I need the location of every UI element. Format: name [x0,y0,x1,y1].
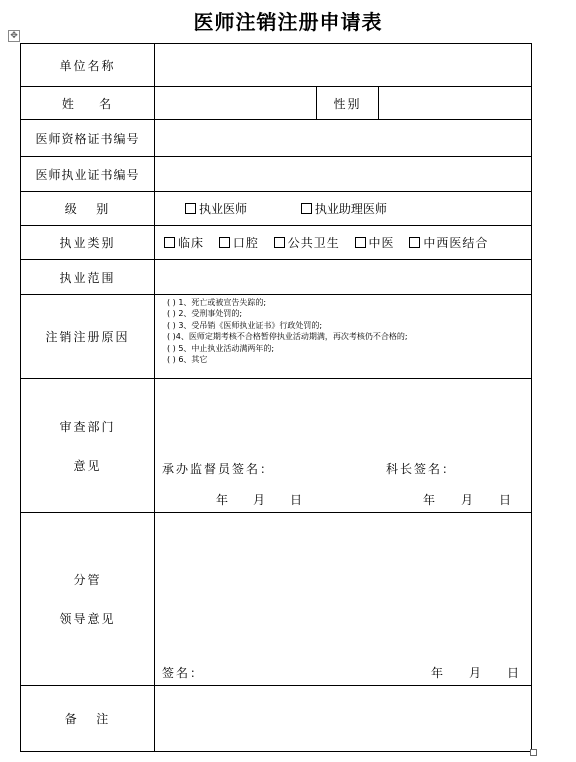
checkbox-icon[interactable] [274,237,285,248]
row-remarks [21,686,532,752]
name-label: 姓 名 [21,87,155,120]
row-leader-opinion [21,513,532,686]
chief-date-day: 日 [499,493,512,507]
checkbox-icon[interactable] [219,237,230,248]
reason-item[interactable]: ( ) 2、受刑事处罚的; [167,309,243,319]
row-practice-cert [21,157,532,192]
table-resize-handle[interactable] [530,749,537,756]
scope-field[interactable] [155,260,532,295]
row-unit-name [21,44,532,87]
category-option-integrated[interactable]: 中西医结合 [409,234,488,251]
category-option-public-health[interactable]: 公共卫生 [274,234,340,251]
checkbox-icon[interactable] [164,237,175,248]
leader-opinion-field[interactable] [155,513,532,686]
review-dept-label: 审查部门 意见 [21,379,155,513]
reason-item[interactable]: ( ) 5、中止执业活动满两年的; [167,343,275,353]
level-label: 级 别 [21,192,155,226]
reason-item[interactable]: ( ) 6、其它 [167,355,208,365]
checkbox-icon[interactable] [301,203,312,214]
row-review-dept [21,379,532,513]
chief-date-month: 月 [461,493,474,507]
row-level [21,192,532,226]
qualification-cert-field[interactable] [155,120,532,157]
unit-name-field[interactable] [155,44,532,87]
category-options [155,226,532,260]
review-dept-field[interactable] [155,379,532,513]
gender-label: 性别 [317,87,379,120]
category-label: 执业类别 [21,226,155,260]
scope-label: 执业范围 [21,260,155,295]
practice-cert-field[interactable] [155,157,532,192]
level-option-assistant[interactable]: 执业助理医师 [301,200,387,217]
chief-date-year: 年 [423,493,436,507]
practice-cert-label: 医师执业证书编号 [21,157,155,192]
chief-sign-label: 科长签名： [386,462,457,476]
name-field[interactable] [155,87,317,120]
cancel-reason-label: 注销注册原因 [21,295,155,379]
leader-date-month: 月 [469,666,482,680]
category-option-clinical[interactable]: 临床 [164,234,204,251]
remarks-field[interactable] [155,686,532,752]
checkbox-icon[interactable] [355,237,366,248]
category-option-tcm[interactable]: 中医 [355,234,395,251]
row-cancel-reason [21,295,532,379]
category-option-dental[interactable]: 口腔 [219,234,259,251]
remarks-label: 备 注 [21,686,155,752]
form-title: 医师注销注册申请表 [193,10,383,34]
row-category [21,226,532,260]
gender-field[interactable] [379,87,532,120]
reviewer-date-year: 年 [216,493,229,507]
checkbox-icon[interactable] [185,203,196,214]
level-option-practicing[interactable]: 执业医师 [185,200,247,217]
leader-opinion-label: 分管 领导意见 [21,513,155,686]
leader-sign-label: 签名： [162,666,205,680]
qualification-cert-label: 医师资格证书编号 [21,120,155,157]
leader-date-year: 年 [431,666,444,680]
reviewer-sign-label: 承办监督员签名： [162,462,275,476]
reason-item[interactable]: ( )4、医师定期考核不合格暂停执业活动期满，再次考核仍不合格的; [167,332,408,342]
application-form-table [20,43,532,752]
table-move-handle-icon[interactable]: ✥ [8,30,20,42]
cancel-reason-list [155,295,532,379]
row-name [21,87,532,120]
level-options [155,192,532,226]
reviewer-date-day: 日 [290,493,303,507]
row-scope [21,260,532,295]
reason-item[interactable]: ( ) 3、受吊销《医师执业证书》行政处罚的; [167,320,323,330]
reason-item[interactable]: ( ) 1、死亡或被宣告失踪的; [167,298,267,307]
checkbox-icon[interactable] [409,237,420,248]
row-qualification-cert [21,120,532,157]
unit-name-label: 单位名称 [21,44,155,87]
reviewer-date-month: 月 [253,493,266,507]
leader-date-day: 日 [507,666,520,680]
